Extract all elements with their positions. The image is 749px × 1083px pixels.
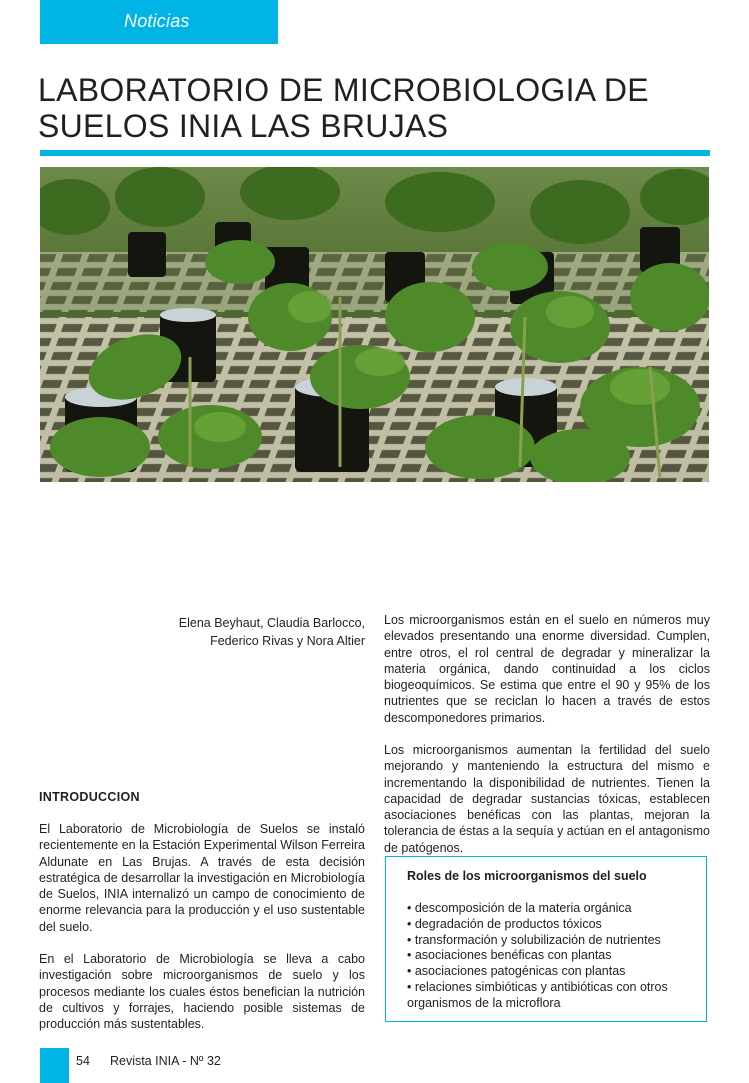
- title-line-1: LABORATORIO DE MICROBIOLOGIA DE: [38, 72, 649, 108]
- roles-item: • asociaciones benéficas con plantas: [407, 948, 612, 963]
- title-line-2: SUELOS INIA LAS BRUJAS: [38, 108, 449, 144]
- roles-item: • degradación de productos tóxicos: [407, 916, 602, 931]
- roles-list: [407, 901, 697, 1012]
- greenhouse-plants-photo: [40, 167, 709, 482]
- section-label: Noticias: [124, 11, 190, 31]
- roles-item: • asociaciones patogénicas con plantas: [407, 964, 626, 979]
- roles-title: Roles de los microorganismos del suelo: [407, 869, 647, 883]
- article-title: [38, 72, 718, 144]
- authors-line-2: Federico Rivas y Nora Altier: [210, 634, 365, 648]
- journal-name: Revista INIA - Nº 32: [110, 1054, 221, 1068]
- authors: [140, 614, 365, 650]
- left-paragraph-1: El Laboratorio de Microbiología de Suelos se instaló recientemente en la Estación Experimental Wilson Ferreira Aldunate en Las Brujas. A través de esta decisión estratégica de desarrollar la investigación en Microbiología de Suelos, INIA internalizó un campo de conocimiento de enorme relevancia para la producción y el uso sustentable del suelo.: [39, 822, 365, 934]
- roles-box: [385, 856, 707, 1022]
- right-paragraph-2: Los microorganismos aumentan la fertilidad del suelo mejorando y manteniendo la estructura del mismo e incrementando la disponibilidad de nutrientes. Tienen la capacidad de degradar sustancias tóxicas, establecen asociaciones benéficas con las plantas, mejoran la tolerancia de éstas a la sequía y actúan en el antagonismo de patógenos.: [384, 743, 710, 855]
- authors-line-1: Elena Beyhaut, Claudia Barlocco,: [178, 616, 365, 630]
- roles-item: • relaciones simbióticas y antibióticas con otros organismos de la microflora: [407, 979, 668, 1010]
- page-tab: [40, 1048, 69, 1083]
- title-rule: [40, 150, 710, 156]
- roles-item: • transformación y solubilización de nutrientes: [407, 932, 661, 947]
- left-paragraph-2: En el Laboratorio de Microbiología se lleva a cabo investigación sobre microorganismos de suelo y los procesos mediante los cuales éstos benefician la nutrición de cultivos y forrajes, haciendo posible sistemas de producción más sustentables.: [39, 952, 365, 1032]
- intro-heading: INTRODUCCION: [39, 790, 140, 804]
- right-paragraph-1: Los microorganismos están en el suelo en números muy elevados presentando una enorme diversidad. Cumplen, entre otros, el rol central de degradar y mineralizar la materia orgánica, dando continuidad a los ciclos biogeoquímicos. Se estima que entre el 90 y 95% de los nutrientes que se reciclan lo hacen a través de estos descomponedores primarios.: [384, 613, 710, 725]
- section-tab: [40, 0, 278, 44]
- roles-item: • descomposición de la materia orgánica: [407, 901, 632, 915]
- page-number: 54: [76, 1054, 90, 1068]
